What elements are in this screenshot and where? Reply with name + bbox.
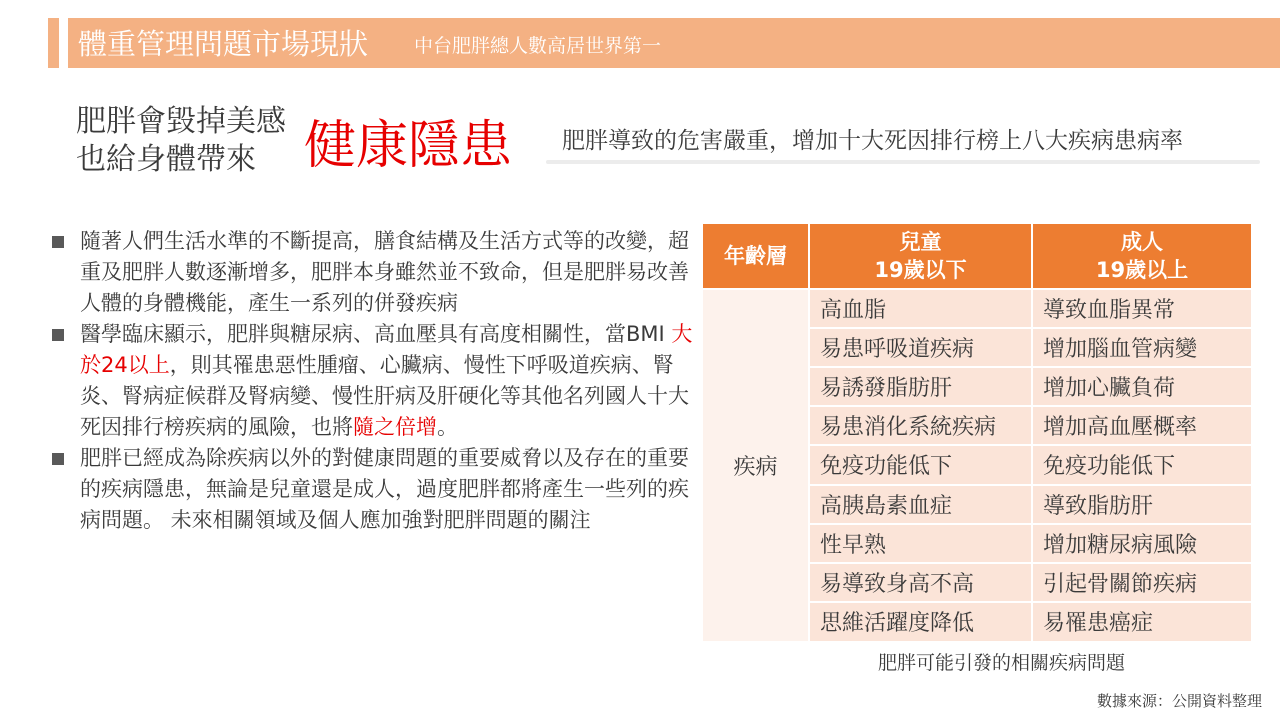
table-row bbox=[703, 289, 1251, 328]
child-cell: 性早熟 bbox=[809, 524, 1032, 563]
bullet-square-icon bbox=[52, 329, 64, 341]
bullet-text: 。 bbox=[437, 415, 458, 439]
bullet-text: ，則其罹患惡性腫瘤、心臟病、慢性下呼吸道疾病、腎炎、腎病症候群及腎病變、慢性肝病及肝硬化等其他名列國人十大死因排行榜疾病的風險，也將 bbox=[80, 353, 689, 439]
adult-cell: 導致脂肪肝 bbox=[1032, 485, 1251, 524]
header-adult: 成人 19歲以上 bbox=[1032, 224, 1251, 289]
adult-cell: 導致血脂異常 bbox=[1032, 289, 1251, 328]
child-cell: 易導致身高不高 bbox=[809, 563, 1032, 602]
bullet-text: 醫學臨床顯示，肥胖與糖尿病、高血壓具有高度相關性，當BMI bbox=[80, 322, 672, 346]
hero-line-1: 肥胖會毀掉美感 bbox=[76, 104, 286, 139]
bullet-square-icon bbox=[52, 453, 64, 465]
header-age: 年齡層 bbox=[703, 224, 809, 289]
table-header-row bbox=[703, 224, 1251, 289]
adult-cell: 免疫功能低下 bbox=[1032, 445, 1251, 484]
adult-cell: 增加心臟負荷 bbox=[1032, 367, 1251, 406]
adult-cell: 易罹患癌症 bbox=[1032, 602, 1251, 641]
header-child: 兒童 19歲以下 bbox=[809, 224, 1032, 289]
bullet-list bbox=[50, 226, 695, 536]
bullet-text: 隨著人們生活水準的不斷提高，膳食結構及生活方式等的改變，超重及肥胖人數逐漸增多，肥胖本身雖然並不致命，但是肥胖易改善人體的身體機能，產生一系列的併發疾病 bbox=[80, 229, 689, 315]
adult-cell: 增加高血壓概率 bbox=[1032, 406, 1251, 445]
child-cell: 思維活躍度降低 bbox=[809, 602, 1032, 641]
bullet-text: 肥胖已經成為除疾病以外的對健康問題的重要威脅以及存在的重要的疾病隱患，無論是兒童還是成人，過度肥胖都將產生一些列的疾病問題。 未來相關領域及個人應加強對肥胖問題的關注 bbox=[80, 446, 689, 532]
hero-divider bbox=[546, 160, 1260, 164]
bullet-highlight: 大於24以上 bbox=[80, 322, 693, 377]
bullet-item bbox=[50, 226, 695, 319]
hero-description: 肥胖導致的危害嚴重，增加十大死因排行榜上八大疾病患病率 bbox=[562, 128, 1183, 154]
hero-highlight: 健康隱患 bbox=[304, 116, 513, 176]
bullet-highlight: 隨之倍增 bbox=[353, 415, 437, 439]
child-cell: 高血脂 bbox=[809, 289, 1032, 328]
adult-cell: 增加腦血管病變 bbox=[1032, 328, 1251, 367]
table-caption: 肥胖可能引發的相關疾病問題 bbox=[878, 652, 1126, 674]
bullet-item bbox=[50, 319, 695, 443]
child-cell: 免疫功能低下 bbox=[809, 445, 1032, 484]
bullet-square-icon bbox=[52, 236, 64, 248]
hero-line-2: 也給身體帶來 bbox=[76, 142, 256, 177]
source-note: 數據來源：公開資料整理 bbox=[1097, 692, 1263, 710]
adult-cell: 增加糖尿病風險 bbox=[1032, 524, 1251, 563]
bullet-item bbox=[50, 443, 695, 536]
child-cell: 易誘發脂肪肝 bbox=[809, 367, 1032, 406]
header-accent-stripe bbox=[48, 18, 59, 68]
child-cell: 易患呼吸道疾病 bbox=[809, 328, 1032, 367]
adult-cell: 引起骨關節疾病 bbox=[1032, 563, 1251, 602]
child-cell: 高胰島素血症 bbox=[809, 485, 1032, 524]
page-title: 體重管理問題市場現狀 bbox=[78, 27, 369, 61]
disease-table bbox=[703, 224, 1251, 641]
category-cell: 疾病 bbox=[703, 289, 809, 641]
page-subtitle: 中台肥胖總人數高居世界第一 bbox=[414, 35, 662, 57]
child-cell: 易患消化系統疾病 bbox=[809, 406, 1032, 445]
